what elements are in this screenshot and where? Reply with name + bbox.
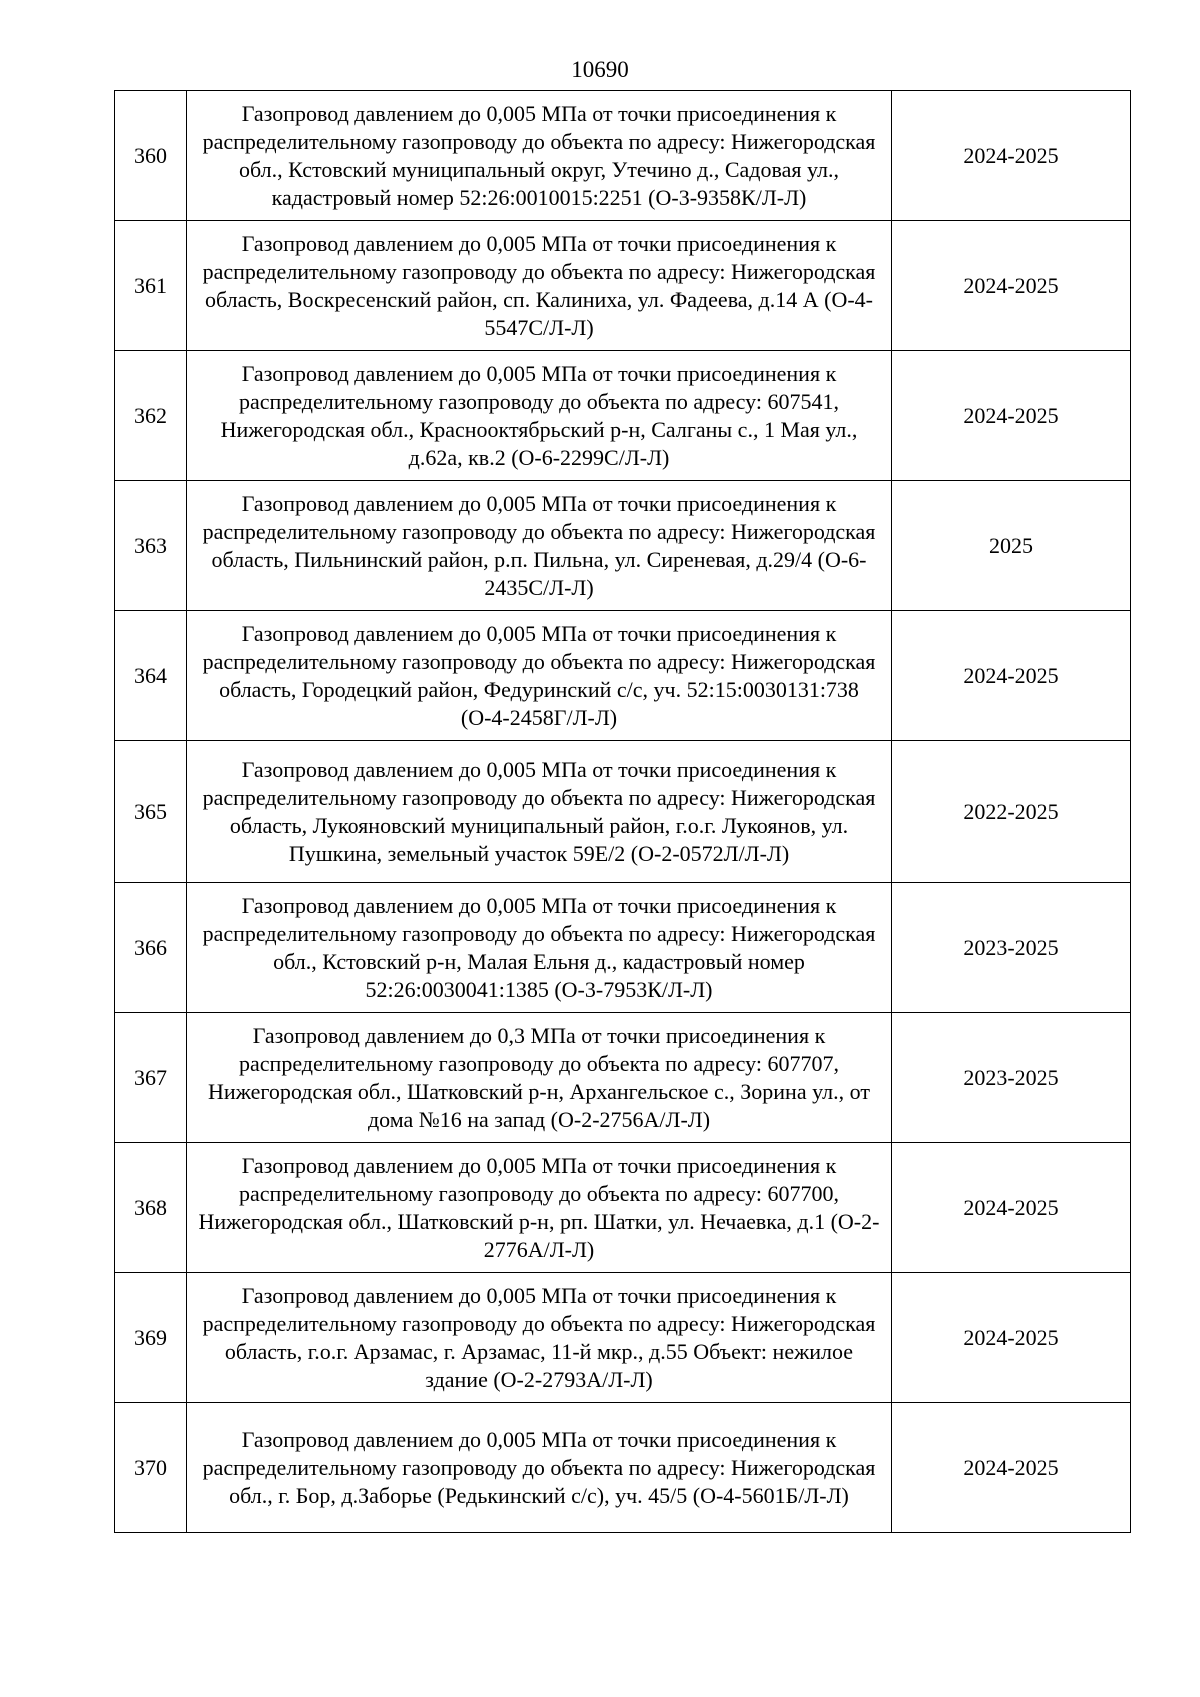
row-period: 2023-2025: [892, 1013, 1131, 1143]
row-description: Газопровод давлением до 0,005 МПа от точки присоединения к распределительному газопроводу до объекта по адресу: 607541, Нижегородская обл., Краснооктябрьский р-н, Салганы с., 1 Мая ул., д.62а, кв.2 (О-6-2299С/Л-Л): [187, 351, 892, 481]
table-row: [115, 91, 1131, 221]
row-number: 361: [115, 221, 187, 351]
row-period: 2022-2025: [892, 741, 1131, 883]
row-number: 366: [115, 883, 187, 1013]
table-row: [115, 1013, 1131, 1143]
row-description: Газопровод давлением до 0,005 МПа от точки присоединения к распределительному газопроводу до объекта по адресу: Нижегородская обл., г. Бор, д.Заборье (Редькинский с/с), уч. 45/5 (О-4-5601Б/Л-Л): [187, 1403, 892, 1533]
row-number: 362: [115, 351, 187, 481]
gas-pipeline-table: [114, 90, 1131, 1533]
row-number: 363: [115, 481, 187, 611]
row-number: 364: [115, 611, 187, 741]
table-row: [115, 481, 1131, 611]
row-description: Газопровод давлением до 0,005 МПа от точки присоединения к распределительному газопроводу до объекта по адресу: Нижегородская обл., Кстовский муниципальный округ, Утечино д., Садовая ул., кадастровый номер 52:26:0010015:2251 (О-3-9358К/Л-Л): [187, 91, 892, 221]
table-row: [115, 221, 1131, 351]
table-row: [115, 741, 1131, 883]
table-row: [115, 883, 1131, 1013]
row-description: Газопровод давлением до 0,3 МПа от точки присоединения к распределительному газопроводу до объекта по адресу: 607707, Нижегородская обл., Шатковский р-н, Архангельское с., Зорина ул., от дома №16 на запад (О-2-2756А/Л-Л): [187, 1013, 892, 1143]
table-row: [115, 611, 1131, 741]
table-row: [115, 1273, 1131, 1403]
page-number: 10690: [571, 57, 629, 82]
row-period: 2024-2025: [892, 221, 1131, 351]
table-row: [115, 1143, 1131, 1273]
row-period: 2023-2025: [892, 883, 1131, 1013]
row-number: 360: [115, 91, 187, 221]
row-number: 369: [115, 1273, 187, 1403]
row-number: 368: [115, 1143, 187, 1273]
row-description: Газопровод давлением до 0,005 МПа от точки присоединения к распределительному газопроводу до объекта по адресу: Нижегородская область, Пильнинский район, р.п. Пильна, ул. Сиреневая, д.29/4 (О-6-2435С/Л-Л): [187, 481, 892, 611]
row-description: Газопровод давлением до 0,005 МПа от точки присоединения к распределительному газопроводу до объекта по адресу: Нижегородская область, Городецкий район, Федуринский с/с, уч. 52:15:0030131:738 (О-4-2458Г/Л-Л): [187, 611, 892, 741]
row-description: Газопровод давлением до 0,005 МПа от точки присоединения к распределительному газопроводу до объекта по адресу: Нижегородская область, Воскресенский район, сп. Калиниха, ул. Фадеева, д.14 А (О-4-5547С/Л-Л): [187, 221, 892, 351]
row-period: 2024-2025: [892, 351, 1131, 481]
table-row: [115, 351, 1131, 481]
row-period: 2024-2025: [892, 1403, 1131, 1533]
table-row: [115, 1403, 1131, 1533]
row-period: 2025: [892, 481, 1131, 611]
row-period: 2024-2025: [892, 91, 1131, 221]
row-description: Газопровод давлением до 0,005 МПа от точки присоединения к распределительному газопроводу до объекта по адресу: 607700, Нижегородская обл., Шатковский р-н, рп. Шатки, ул. Нечаевка, д.1 (О-2-2776А/Л-Л): [187, 1143, 892, 1273]
row-number: 365: [115, 741, 187, 883]
row-period: 2024-2025: [892, 1143, 1131, 1273]
row-number: 367: [115, 1013, 187, 1143]
row-description: Газопровод давлением до 0,005 МПа от точки присоединения к распределительному газопроводу до объекта по адресу: Нижегородская область, Лукояновский муниципальный район, г.о.г. Лукоянов, ул. Пушкина, земельный участок 59Е/2 (О-2-0572Л/Л-Л): [187, 741, 892, 883]
row-period: 2024-2025: [892, 611, 1131, 741]
row-description: Газопровод давлением до 0,005 МПа от точки присоединения к распределительному газопроводу до объекта по адресу: Нижегородская обл., Кстовский р-н, Малая Ельня д., кадастровый номер 52:26:0030041:1385 (О-3-7953К/Л-Л): [187, 883, 892, 1013]
row-number: 370: [115, 1403, 187, 1533]
row-period: 2024-2025: [892, 1273, 1131, 1403]
row-description: Газопровод давлением до 0,005 МПа от точки присоединения к распределительному газопроводу до объекта по адресу: Нижегородская область, г.о.г. Арзамас, г. Арзамас, 11-й мкр., д.55 Объект: нежилое здание (О-2-2793А/Л-Л): [187, 1273, 892, 1403]
